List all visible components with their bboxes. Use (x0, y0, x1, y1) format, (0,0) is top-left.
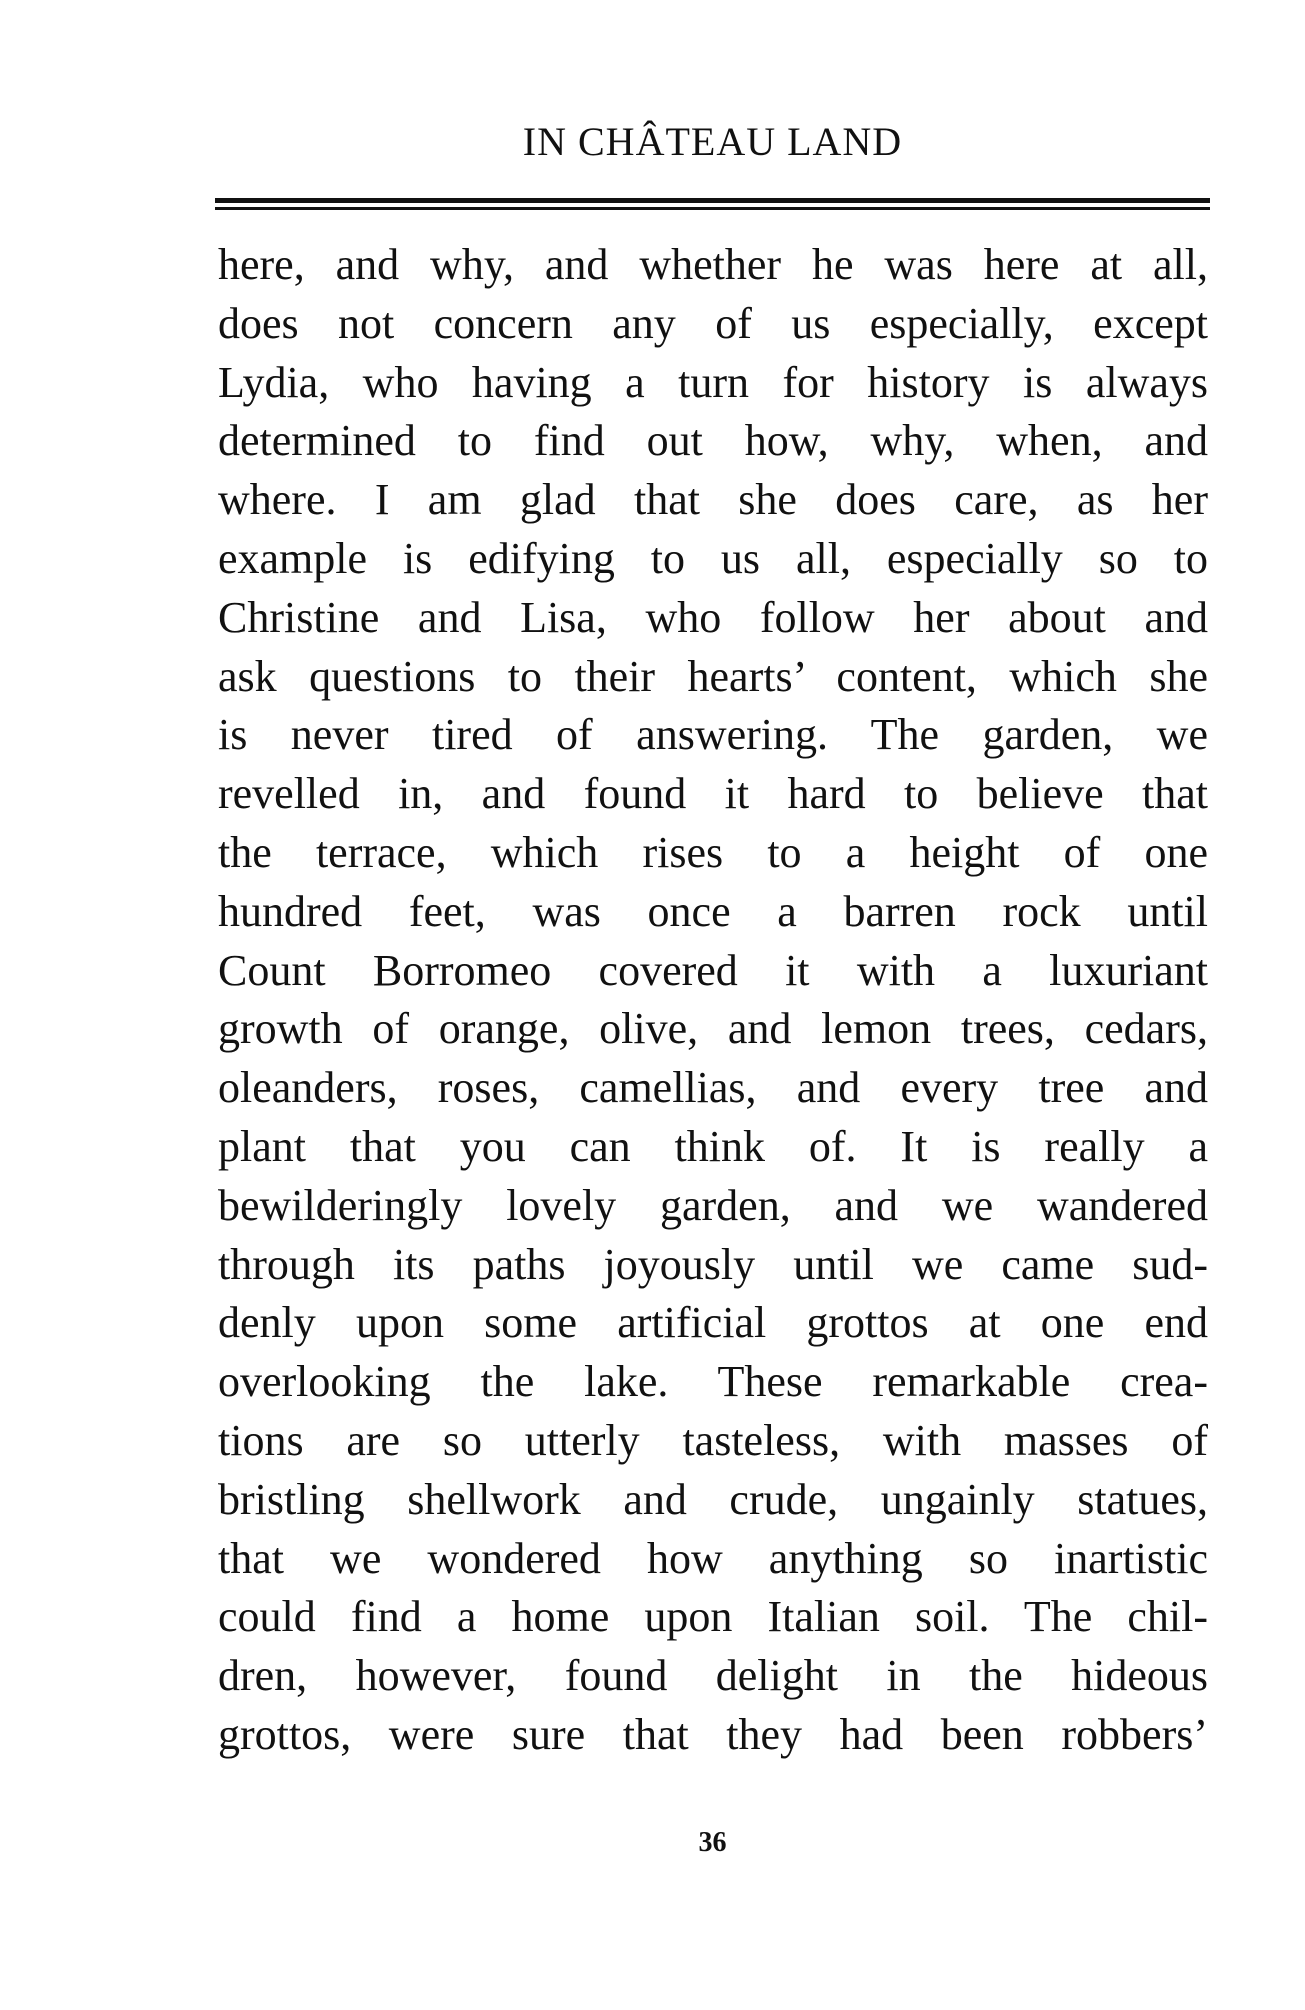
text-line: Lydia, who having a turn for history is always (218, 357, 1208, 407)
running-head-rule (215, 198, 1210, 212)
text-line: does not concern any of us especially, except (218, 298, 1208, 348)
text-line: determined to find out how, why, when, and (218, 416, 1208, 466)
text-line: plant that you can think of. It is really a (218, 1121, 1208, 1171)
rule-thick-line (215, 198, 1210, 203)
text-line: that we wondered how anything so inartistic (218, 1533, 1208, 1583)
text-line: growth of orange, olive, and lemon trees, cedars, (218, 1004, 1208, 1054)
text-line: the terrace, which rises to a height of one (218, 827, 1208, 877)
text-line: could find a home upon Italian soil. The chil- (218, 1592, 1208, 1642)
text-line: Christine and Lisa, who follow her about and (218, 592, 1208, 642)
running-head: IN CHÂTEAU LAND (522, 119, 903, 164)
text-line: ask questions to their hearts’ content, which she (218, 651, 1208, 701)
text-line: bristling shellwork and crude, ungainly statues, (218, 1474, 1208, 1524)
body-text (218, 236, 1208, 1765)
text-line: dren, however, found delight in the hideous (218, 1651, 1208, 1701)
text-line: denly upon some artificial grottos at one end (218, 1298, 1208, 1348)
text-line: where. I am glad that she does care, as her (218, 475, 1208, 525)
text-line: Count Borromeo covered it with a luxuriant (218, 945, 1208, 995)
text-line: revelled in, and found it hard to believe that (218, 769, 1208, 819)
text-line: is never tired of answering. The garden, we (218, 710, 1208, 760)
text-line: example is edifying to us all, especially so to (218, 533, 1208, 583)
text-line: overlooking the lake. These remarkable crea- (218, 1357, 1208, 1407)
text-line: here, and why, and whether he was here at all, (218, 240, 1208, 289)
text-line: grottos, were sure that they had been robbers’ (218, 1709, 1208, 1759)
text-line: oleanders, roses, camellias, and every tree and (218, 1063, 1208, 1113)
page-number: 36 (698, 1827, 727, 1858)
text-line: hundred feet, was once a barren rock until (218, 886, 1208, 936)
rule-thin-line (215, 207, 1210, 210)
text-line: bewilderingly lovely garden, and we wandered (218, 1180, 1208, 1230)
text-line: tions are so utterly tasteless, with masses of (218, 1415, 1208, 1465)
text-line: through its paths joyously until we came sud- (218, 1239, 1208, 1289)
